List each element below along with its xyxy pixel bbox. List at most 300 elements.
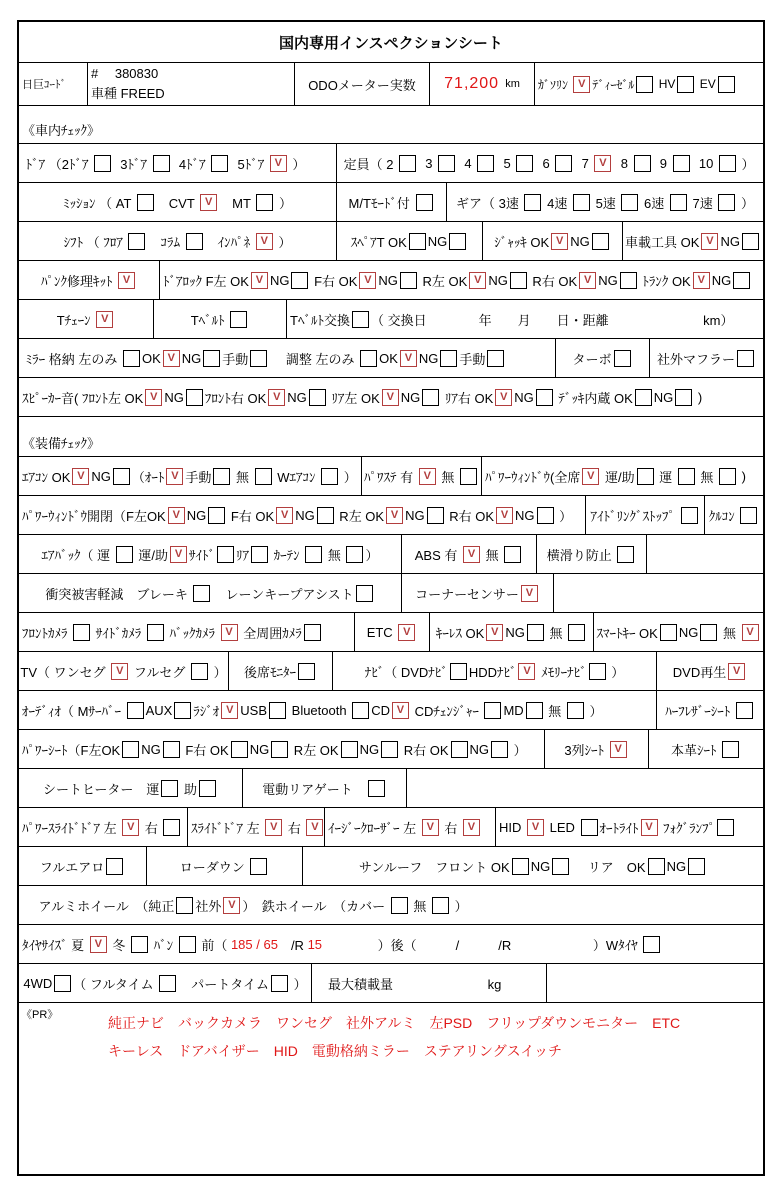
label: フルセグ [130,664,189,680]
checkbox-unchecked[interactable] [122,741,139,758]
label: 無 [409,898,430,914]
checkbox-unchecked[interactable] [163,741,180,758]
checkbox-unchecked[interactable] [718,76,735,93]
form-cell [649,339,763,377]
checkbox-unchecked[interactable] [360,350,377,367]
checkbox-unchecked[interactable] [416,194,433,211]
label: NG [469,741,489,757]
checkbox-unchecked[interactable] [526,702,543,719]
checkbox-checked[interactable]: V [265,819,282,836]
label: 5ﾄﾞｱ [230,156,268,172]
checkbox-unchecked[interactable] [589,663,606,680]
label: シートヒーター 運 [42,781,160,797]
checkbox-unchecked[interactable] [568,624,585,641]
checkbox-unchecked[interactable] [614,350,631,367]
checkbox-unchecked[interactable] [186,233,203,250]
checkbox-unchecked[interactable] [250,858,267,875]
label: （ 交換日 年 月 日・距離 km） [370,312,734,328]
label: ﾀｲﾔｻｲｽﾞ 夏 [22,937,88,953]
label: F右 OK [227,508,275,524]
checkbox-checked[interactable]: V [268,389,285,406]
label: NG [598,272,618,288]
checkbox-unchecked[interactable] [391,897,408,914]
checkbox-unchecked[interactable] [742,233,759,250]
page-title [19,22,763,62]
checkbox-checked[interactable]: V [742,624,759,641]
label: NG [488,272,508,288]
checkbox-checked[interactable]: V [223,897,240,914]
label: （ フルタイム [73,976,158,992]
checkbox-unchecked[interactable] [147,624,164,641]
checkbox-unchecked[interactable] [567,702,584,719]
text-line [108,1037,680,1065]
checkbox-unchecked[interactable] [422,389,439,406]
checkbox-checked[interactable]: V [641,819,658,836]
checkbox-unchecked[interactable] [186,389,203,406]
checkbox-unchecked[interactable] [217,546,234,563]
label: 7速 [688,195,717,211]
checkbox-checked[interactable]: V [251,272,268,289]
label: NG [269,272,290,288]
label: ﾄﾗﾝｸ OK [638,273,691,289]
checkbox-checked[interactable]: V [359,272,376,289]
checkbox-checked[interactable]: V [463,546,480,563]
label: ｵｰﾃﾞｨｵ（ Mｻｰﾊﾞｰ [22,703,125,719]
label: ﾊﾟﾝｸ修理ｷｯﾄ [40,273,117,289]
checkbox-unchecked[interactable] [399,155,416,172]
label: ﾃﾞｨｰｾﾞﾙ [592,77,635,92]
checkbox-checked[interactable]: V [527,819,544,836]
checkbox-checked[interactable]: V [469,272,486,289]
checkbox-checked[interactable]: V [400,350,417,367]
label: 無 [545,625,567,641]
checkbox-unchecked[interactable] [719,155,736,172]
label: レーンキープアシスト [212,586,354,602]
checkbox-unchecked[interactable] [512,858,529,875]
checkbox-unchecked[interactable] [648,858,665,875]
label: ｻｲﾄﾞ [188,547,215,563]
checkbox-unchecked[interactable] [161,780,178,797]
checkbox-checked[interactable]: V [594,155,611,172]
form-cell [332,652,656,690]
checkbox-unchecked[interactable] [153,155,170,172]
checkbox-unchecked[interactable] [128,233,145,250]
row-doors-capacity [19,143,763,182]
label: 3ﾄﾞｱ [113,156,151,172]
label: 本革ｼｰﾄ [670,742,721,758]
row-transmission [19,182,763,221]
checkbox-unchecked[interactable] [527,624,544,641]
form-cell [361,457,481,495]
label: 5 [496,155,515,171]
row-audio [19,690,763,729]
checkbox-unchecked[interactable] [304,624,321,641]
label: ） [737,156,755,172]
label: サンルーフ フロント OK [358,859,510,875]
checkbox-unchecked[interactable] [524,194,541,211]
checkbox-unchecked[interactable] [718,194,735,211]
label: NG [505,624,525,640]
label: ｴｱｺﾝ OK [22,469,71,485]
label: ｻｲﾄﾞｶﾒﾗ [92,625,145,641]
label: ﾅﾋﾞ（ DVDﾅﾋﾞ [364,664,448,680]
form-cell [19,144,336,182]
checkbox-checked[interactable]: V [72,468,89,485]
checkbox-unchecked[interactable] [660,624,677,641]
checkbox-unchecked[interactable] [484,702,501,719]
checkbox-unchecked[interactable] [634,155,651,172]
form-cell [406,769,763,807]
row-section-interior [19,105,763,143]
checkbox-unchecked[interactable] [700,624,717,641]
checkbox-unchecked[interactable] [427,507,444,524]
label: R左 OK [335,508,385,524]
checkbox-checked[interactable]: V [728,663,745,680]
form-cell [401,574,553,612]
row-wheel [19,885,763,924]
checkbox-checked[interactable]: V [610,741,627,758]
form-cell [19,378,763,416]
form-cell [19,886,763,924]
checkbox-unchecked[interactable] [305,546,322,563]
label: NG [405,507,425,523]
checkbox-unchecked[interactable] [440,350,457,367]
checkbox-unchecked[interactable] [736,702,753,719]
checkbox-unchecked[interactable] [231,741,248,758]
checkbox-unchecked[interactable] [298,663,315,680]
checkbox-checked[interactable]: V [398,624,415,641]
checkbox-unchecked[interactable] [203,350,220,367]
label: CVT [155,195,199,211]
label: ﾐｯｼｮﾝ （ AT [63,195,135,211]
label: 後席ﾓﾆﾀｰ [243,664,296,680]
checkbox-unchecked[interactable] [678,468,695,485]
label: 調整 左のみ [269,351,359,367]
checkbox-unchecked[interactable] [94,155,111,172]
checkbox-unchecked[interactable] [271,975,288,992]
label: NG [427,233,448,249]
label: F右 OK [310,273,358,289]
label: # 380830 [91,66,159,81]
label: ローダウン [179,859,249,875]
checkbox-unchecked[interactable] [309,389,326,406]
section-equipment-label [19,417,763,456]
checkbox-unchecked[interactable] [346,546,363,563]
label: 7 [574,155,593,171]
label: ｲｰｼﾞｰｸﾛｰｻﾞｰ 左 [328,820,420,836]
checkbox-checked[interactable]: V [382,389,399,406]
row-puncture-doorlock [19,260,763,299]
checkbox-checked[interactable]: V [118,272,135,289]
checkbox-unchecked[interactable] [255,468,272,485]
form-cell [401,535,536,573]
checkbox-unchecked[interactable] [592,233,609,250]
checkbox-checked[interactable]: V [256,233,273,250]
label: ） [288,156,306,172]
checkbox-unchecked[interactable] [537,507,554,524]
fuel-type [534,63,763,105]
row-pw-open [19,495,763,534]
checkbox-checked[interactable]: V [168,507,185,524]
label: ABS 有 [414,547,461,563]
checkbox-unchecked[interactable] [636,76,653,93]
checkbox-unchecked[interactable] [400,272,417,289]
checkbox-unchecked[interactable] [271,741,288,758]
checkbox-unchecked[interactable] [552,858,569,875]
checkbox-checked[interactable]: V [122,819,139,836]
label: ﾊﾟﾜｰｳｨﾝﾄﾞｳ開閉（F左OK [22,508,166,524]
checkbox-checked[interactable]: V [145,389,162,406]
checkbox-unchecked[interactable] [737,350,754,367]
checkbox-unchecked[interactable] [637,468,654,485]
label: TV（ ワンセグ [20,664,110,680]
row-aero [19,846,763,885]
checkbox-unchecked[interactable] [675,389,692,406]
checkbox-checked[interactable]: V [582,468,599,485]
section-interior-label [19,106,763,143]
label: NG [653,389,674,405]
checkbox-checked[interactable]: V [419,468,436,485]
checkbox-unchecked[interactable] [477,155,494,172]
label: 右 [141,820,162,836]
form-cell [336,144,763,182]
checkbox-unchecked[interactable] [341,741,358,758]
label: NG [186,507,207,523]
checkbox-checked[interactable]: V [111,663,128,680]
label: 手動 [222,351,249,367]
code-label [19,63,87,105]
checkbox-unchecked[interactable] [719,468,736,485]
label: Tﾍﾞﾙﾄ [190,312,229,328]
checkbox-unchecked[interactable] [137,194,154,211]
checkbox-checked[interactable]: V [573,76,590,93]
label: ﾃﾞｯｷ内蔵 OK [554,390,633,406]
label: ｵｰﾄﾗｲﾄ [599,820,639,836]
checkbox-unchecked[interactable] [460,468,477,485]
label: NG [295,507,315,523]
checkbox-unchecked[interactable] [179,936,196,953]
checkbox-checked[interactable]: V [701,233,718,250]
label: ） [275,195,292,211]
form-cell [656,691,763,729]
checkbox-checked[interactable]: V [90,936,107,953]
checkbox-unchecked[interactable] [681,507,698,524]
checkbox-checked[interactable]: V [392,702,409,719]
label: 最大積載量 kg [315,976,502,992]
label: 国内専用インスペクションシート [279,34,503,52]
checkbox-unchecked[interactable] [621,194,638,211]
label: M/Tﾓｰﾄﾞ付 [348,195,414,211]
label: 15 [307,936,323,952]
checkbox-checked[interactable]: V [579,272,596,289]
checkbox-unchecked[interactable] [643,936,660,953]
checkbox-checked[interactable]: V [221,702,238,719]
checkbox-checked[interactable]: V [386,507,403,524]
checkbox-unchecked[interactable] [673,155,690,172]
checkbox-checked[interactable]: V [496,507,513,524]
form-cell [704,496,763,534]
checkbox-unchecked[interactable] [352,702,369,719]
label: 横滑り防止 [546,547,616,563]
label: ） [510,742,527,758]
checkbox-checked[interactable]: V [221,624,238,641]
checkbox-checked[interactable]: V [518,663,535,680]
checkbox-unchecked[interactable] [432,897,449,914]
checkbox-checked[interactable]: V [170,546,187,563]
checkbox-checked[interactable]: V [276,507,293,524]
form-cell [553,574,763,612]
checkbox-unchecked[interactable] [491,741,508,758]
row-header [19,62,763,105]
label: ターボ [572,351,612,367]
checkbox-unchecked[interactable] [722,741,739,758]
form-cell [19,261,159,299]
checkbox-unchecked[interactable] [449,233,466,250]
label: 車種 FREED [91,86,165,101]
checkbox-checked[interactable]: V [521,585,538,602]
label: 全周囲ｶﾒﾗ [239,625,302,641]
checkbox-checked[interactable]: V [96,311,113,328]
label: 無 [324,547,345,563]
checkbox-unchecked[interactable] [174,702,191,719]
label: ） [450,898,468,914]
checkbox-checked[interactable]: V [166,468,183,485]
checkbox-unchecked[interactable] [113,468,130,485]
checkbox-unchecked[interactable] [573,194,590,211]
checkbox-checked[interactable]: V [463,819,480,836]
row-mirror-turbo [19,338,763,377]
checkbox-unchecked[interactable] [73,624,90,641]
checkbox-unchecked[interactable] [176,897,193,914]
checkbox-checked[interactable]: V [486,624,503,641]
form-cell [19,847,146,885]
label: 右 [440,820,461,836]
checkbox-unchecked[interactable] [451,741,468,758]
checkbox-unchecked[interactable] [740,507,757,524]
checkbox-unchecked[interactable] [256,194,273,211]
checkbox-unchecked[interactable] [536,389,553,406]
checkbox-unchecked[interactable] [368,780,385,797]
label: NG [181,350,202,366]
checkbox-unchecked[interactable] [620,272,637,289]
checkbox-unchecked[interactable] [504,546,521,563]
checkbox-checked[interactable]: V [163,350,180,367]
checkbox-unchecked[interactable] [555,155,572,172]
text-line [91,64,165,84]
checkbox-unchecked[interactable] [54,975,71,992]
form-cell [19,574,401,612]
label: R左 OK [418,273,468,289]
checkbox-unchecked[interactable] [617,546,634,563]
label: 《装備ﾁｪｯｸ》 [22,436,101,451]
checkbox-unchecked[interactable] [635,389,652,406]
form-cell [159,261,763,299]
checkbox-unchecked[interactable] [131,936,148,953]
checkbox-unchecked[interactable] [230,311,247,328]
checkbox-unchecked[interactable] [670,194,687,211]
checkbox-unchecked[interactable] [510,272,527,289]
checkbox-unchecked[interactable] [208,507,225,524]
checkbox-unchecked[interactable] [677,76,694,93]
checkbox-checked[interactable]: V [693,272,710,289]
checkbox-unchecked[interactable] [438,155,455,172]
checkbox-unchecked[interactable] [250,350,267,367]
form-cell [19,964,311,1002]
form-cell [622,222,763,260]
row-aircon [19,456,763,495]
checkbox-unchecked[interactable] [193,585,210,602]
checkbox-checked[interactable]: V [495,389,512,406]
checkbox-unchecked[interactable] [269,702,286,719]
label: ﾐﾗｰ 格納 左のみ [22,351,121,367]
checkbox-unchecked[interactable] [321,468,338,485]
checkbox-checked[interactable]: V [306,819,323,836]
checkbox-checked[interactable]: V [270,155,287,172]
checkbox-unchecked[interactable] [213,468,230,485]
checkbox-unchecked[interactable] [116,546,133,563]
checkbox-checked[interactable]: V [551,233,568,250]
label: ﾄﾞｱﾛｯｸ F左 OK [163,273,249,289]
label: 71,200 [444,75,500,92]
label: NG [378,272,398,288]
checkbox-unchecked[interactable] [127,702,144,719]
checkbox-unchecked[interactable] [291,272,308,289]
checkbox-unchecked[interactable] [163,819,180,836]
checkbox-unchecked[interactable] [516,155,533,172]
checkbox-checked[interactable]: V [200,194,217,211]
checkbox-unchecked[interactable] [251,546,268,563]
label: 8 [613,155,632,171]
checkbox-unchecked[interactable] [733,272,750,289]
checkbox-unchecked[interactable] [191,663,208,680]
label: 6速 [640,195,668,211]
label: フルエアロ [39,859,105,875]
form-cell [19,925,763,963]
checkbox-unchecked[interactable] [487,350,504,367]
label: 6 [535,155,554,171]
checkbox-unchecked[interactable] [581,819,598,836]
label: ｽﾗｲﾄﾞﾄﾞｱ 左 [191,820,264,836]
form-cell [546,964,763,1002]
checkbox-unchecked[interactable] [352,311,369,328]
checkbox-unchecked[interactable] [356,585,373,602]
form-cell [19,613,354,651]
label: R右 OK [528,273,578,289]
label: ﾊﾞﾝ [149,937,177,953]
form-cell [495,808,763,846]
checkbox-unchecked[interactable] [717,819,734,836]
checkbox-unchecked[interactable] [211,155,228,172]
checkbox-unchecked[interactable] [381,741,398,758]
label: ギア（ 3速 [456,195,523,211]
label: 4WD [23,975,53,991]
label: OK [141,350,161,366]
row-tiresize [19,924,763,963]
checkbox-unchecked[interactable] [123,350,140,367]
checkbox-unchecked[interactable] [199,780,216,797]
checkbox-unchecked[interactable] [317,507,334,524]
label: ） [607,664,625,680]
checkbox-unchecked[interactable] [688,858,705,875]
label: 運/助 [134,547,168,563]
vehicle-id [87,63,294,105]
checkbox-unchecked[interactable] [159,975,176,992]
checkbox-unchecked[interactable] [106,858,123,875]
checkbox-checked[interactable]: V [422,819,439,836]
checkbox-unchecked[interactable] [450,663,467,680]
label: ﾊﾟﾜｰｽﾗｲﾄﾞﾄﾞｱ 左 [22,820,121,836]
checkbox-unchecked[interactable] [409,233,426,250]
